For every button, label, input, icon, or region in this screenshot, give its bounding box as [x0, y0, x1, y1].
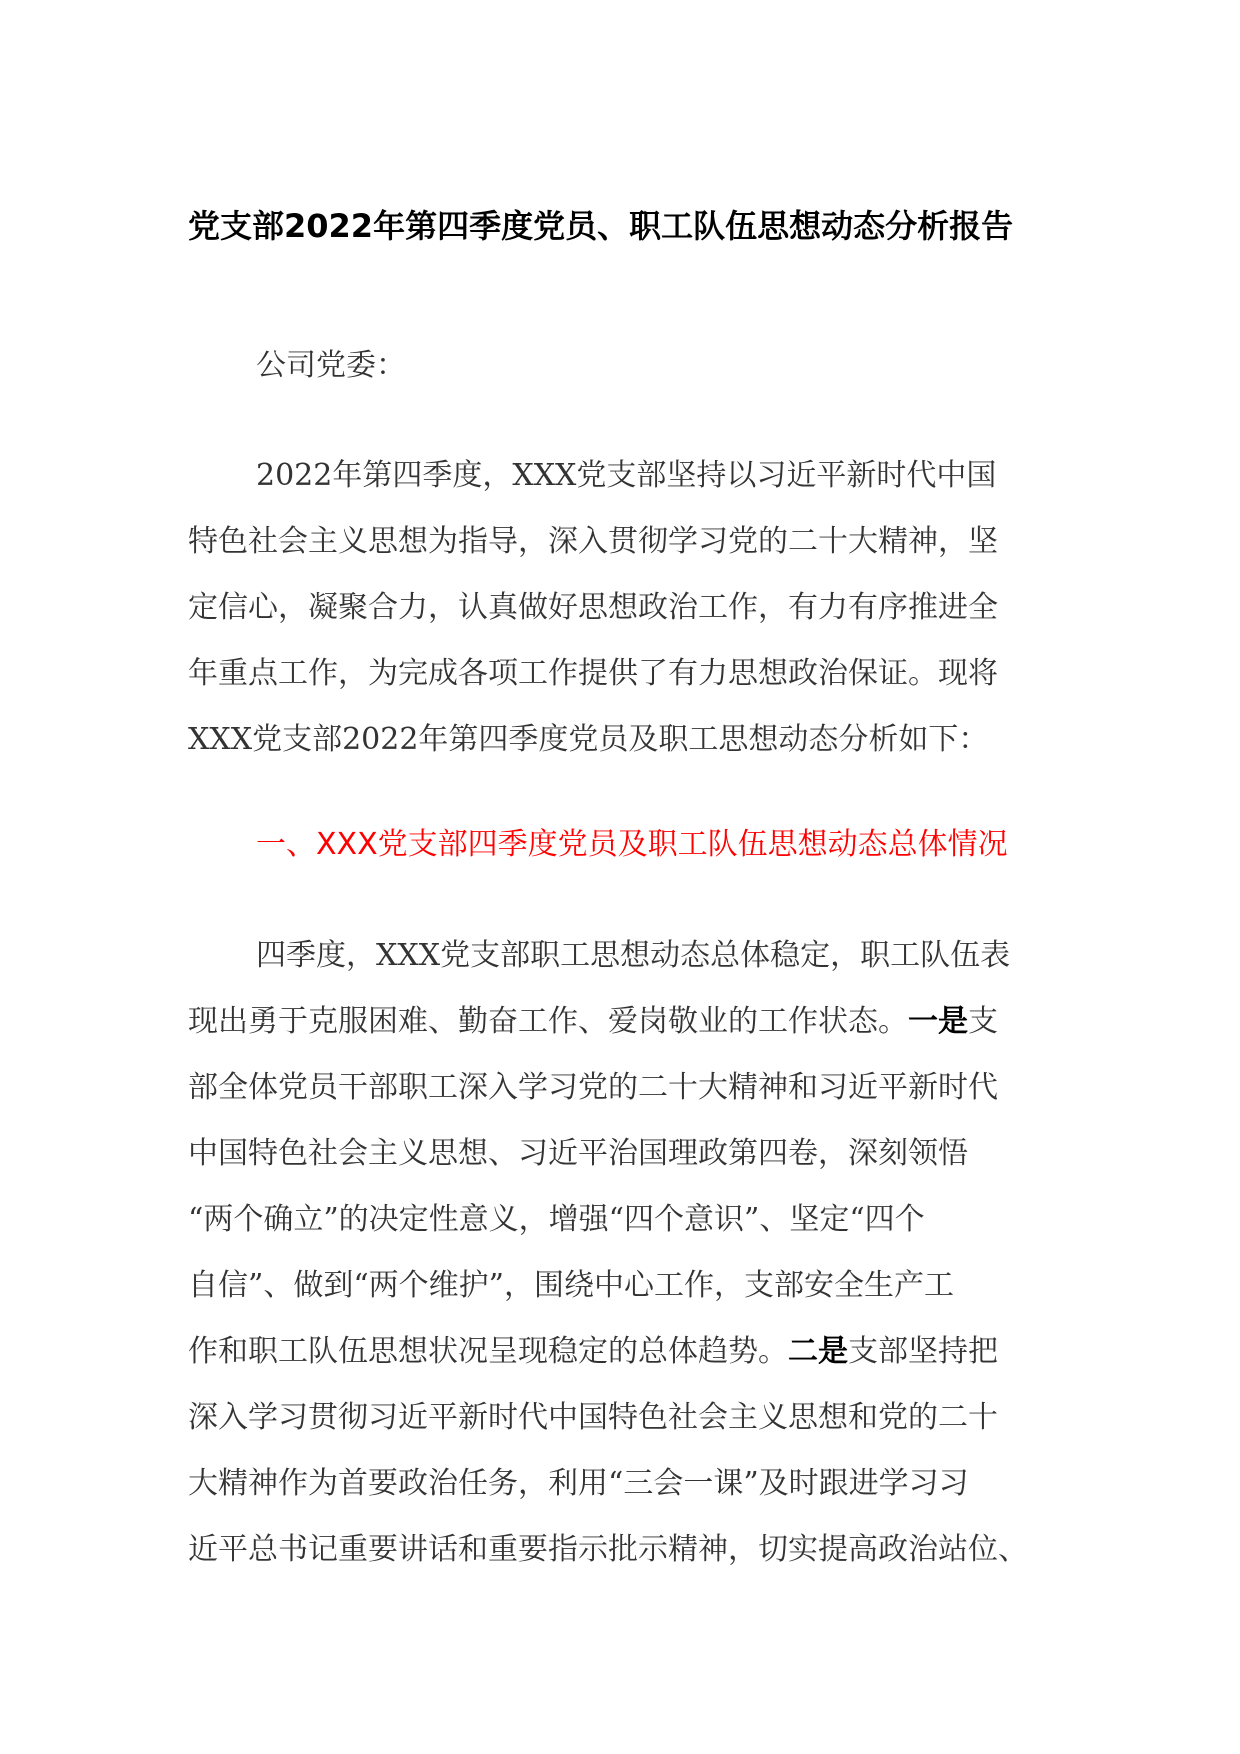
body-text: 作和职工队伍思想状况呈现稳定的总体趋势。: [188, 1334, 788, 1369]
document-title: 党支部2022年第四季度党员、职工队伍思想动态分析报告: [188, 207, 1014, 245]
body-text: 支部坚持把: [848, 1334, 998, 1369]
body-text: 支: [968, 1004, 998, 1039]
body-line: 中国特色社会主义思想、习近平治国理政第四卷，深刻领悟: [188, 1136, 968, 1171]
body-line: 大精神作为首要政治任务，利用“三会一课”及时跟进学习习: [188, 1466, 969, 1501]
intro-paragraph: [188, 443, 1058, 773]
emphasis-first: 一是: [908, 1004, 968, 1039]
body-line: [188, 989, 1058, 1055]
body-line: “两个确立”的决定性意义，增强“四个意识”、坚定“四个: [188, 1202, 925, 1237]
intro-line: 2022年第四季度，XXX党支部坚持以习近平新时代中国: [256, 458, 997, 493]
body-paragraph: [188, 923, 1058, 1583]
body-line: 近平总书记重要讲话和重要指示批示精神，切实提高政治站位、: [188, 1532, 1028, 1567]
body-line: 四季度，XXX党支部职工思想动态总体稳定，职工队伍表: [256, 938, 1011, 973]
salutation: 公司党委：: [256, 348, 406, 383]
intro-line: 特色社会主义思想为指导，深入贯彻学习党的二十大精神，坚: [188, 524, 998, 559]
intro-line: 年重点工作，为完成各项工作提供了有力思想政治保证。现将: [188, 656, 998, 691]
body-text: 现出勇于克服困难、勤奋工作、爱岗敬业的工作状态。: [188, 1004, 908, 1039]
body-line: 部全体党员干部职工深入学习党的二十大精神和习近平新时代: [188, 1070, 998, 1105]
intro-line: 定信心，凝聚合力，认真做好思想政治工作，有力有序推进全: [188, 590, 998, 625]
section-heading-1: 一、XXX党支部四季度党员及职工队伍思想动态总体情况: [256, 827, 1008, 862]
body-line: [188, 1319, 1058, 1385]
body-line: 自信”、做到“两个维护”，围绕中心工作，支部安全生产工: [188, 1268, 955, 1303]
body-line: 深入学习贯彻习近平新时代中国特色社会主义思想和党的二十: [188, 1400, 998, 1435]
intro-line: XXX党支部2022年第四季度党员及职工思想动态分析如下：: [188, 722, 989, 757]
emphasis-second: 二是: [788, 1334, 848, 1369]
